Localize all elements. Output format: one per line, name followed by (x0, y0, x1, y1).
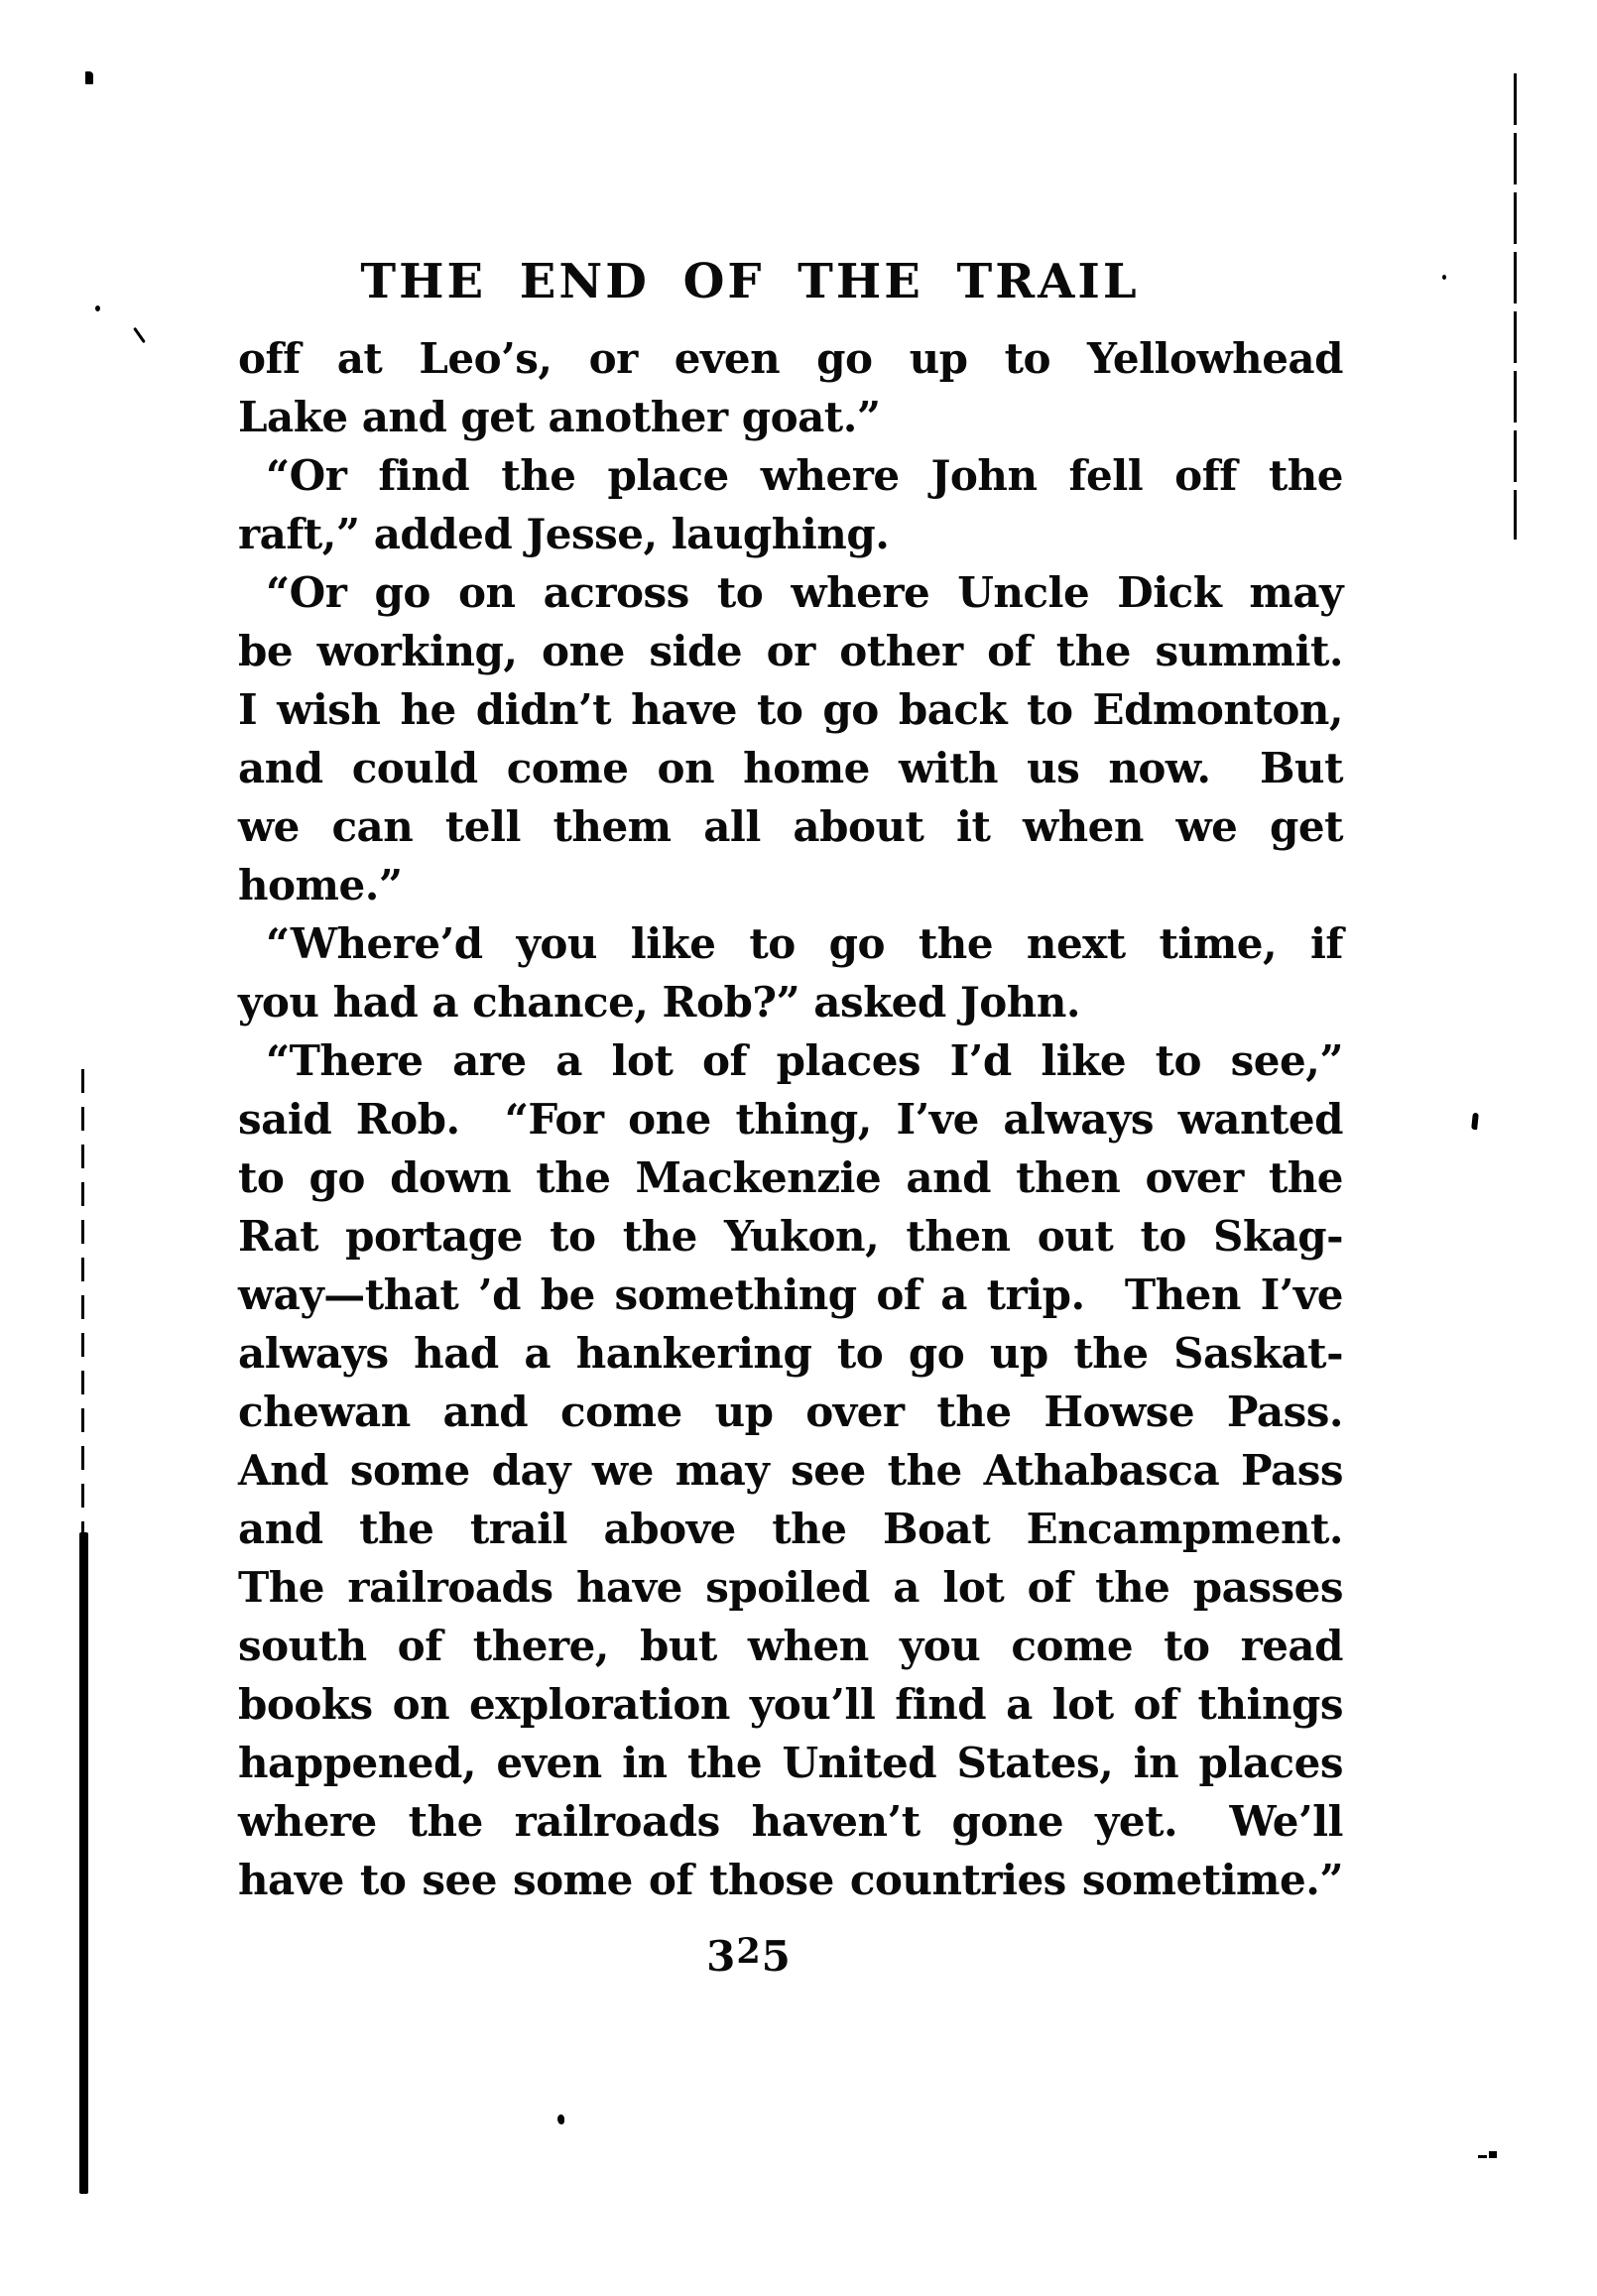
page-number-digit: 5 (761, 1932, 792, 1981)
text-line: way—that ’d be something of a trip. Then I’ve (238, 1270, 1343, 1319)
text-line: to go down the Mackenzie and then over the (238, 1153, 1343, 1202)
chapter-running-head: THE END OF THE TRAIL (360, 254, 1140, 309)
text-line: you had a chance, Rob?” asked John. (238, 978, 1080, 1027)
ink-speck (1478, 2155, 1487, 2158)
text-line: I wish he didn’t have to go back to Edmonton, (238, 685, 1343, 734)
text-line: and could come on home with us now. But (238, 744, 1343, 792)
text-line: and the trail above the Boat Encampment. (238, 1505, 1343, 1553)
text-line: “Or go on across to where Uncle Dick may (266, 568, 1343, 617)
text-line: Rat portage to the Yukon, then out to Skag- (238, 1212, 1343, 1261)
text-line: Lake and get another goat.” (238, 393, 881, 441)
text-line: we can tell them all about it when we get (238, 802, 1343, 851)
ink-speck (557, 2115, 564, 2124)
ink-speck (133, 327, 146, 343)
text-line: books on exploration you’ll find a lot of things (238, 1680, 1343, 1729)
text-line: happened, even in the United States, in places (238, 1739, 1343, 1787)
text-line: home.” (238, 861, 403, 909)
left-margin-rule-bar (79, 1532, 88, 2194)
text-line: off at Leo’s, or even go up to Yellowhead (238, 334, 1343, 383)
text-line: “Or find the place where John fell off the (266, 451, 1343, 500)
page-number-digit: 3 (706, 1932, 737, 1981)
page-number (0, 1932, 1547, 1981)
text-line: said Rob. “For one thing, I’ve always wanted (238, 1095, 1343, 1144)
text-line: chewan and come up over the Howse Pass. (238, 1388, 1343, 1436)
text-line: “Where’d you like to go the next time, if (266, 919, 1343, 968)
text-line: The railroads have spoiled a lot of the passes (238, 1563, 1343, 1612)
text-line: And some day we may see the Athabasca Pass (238, 1446, 1343, 1495)
text-line: “There are a lot of places I’d like to see,” (266, 1036, 1343, 1085)
body-text (238, 329, 1343, 1909)
text-line: have to see some of those countries sometime.” (238, 1856, 1343, 1904)
text-line: where the railroads haven’t gone yet. We’ll (238, 1797, 1343, 1846)
ink-speck (1471, 1113, 1479, 1131)
page-number-digit: 2 (736, 1931, 762, 1972)
ink-speck (85, 71, 93, 84)
text-line: raft,” added Jesse, laughing. (238, 510, 890, 558)
left-margin-rule-dashed (81, 1069, 84, 1532)
text-line: be working, one side or other of the summit. (238, 627, 1343, 675)
text-line: south of there, but when you come to read (238, 1622, 1343, 1670)
ink-speck (1489, 2151, 1497, 2158)
text-line: always had a hankering to go up the Saskat- (238, 1329, 1343, 1378)
